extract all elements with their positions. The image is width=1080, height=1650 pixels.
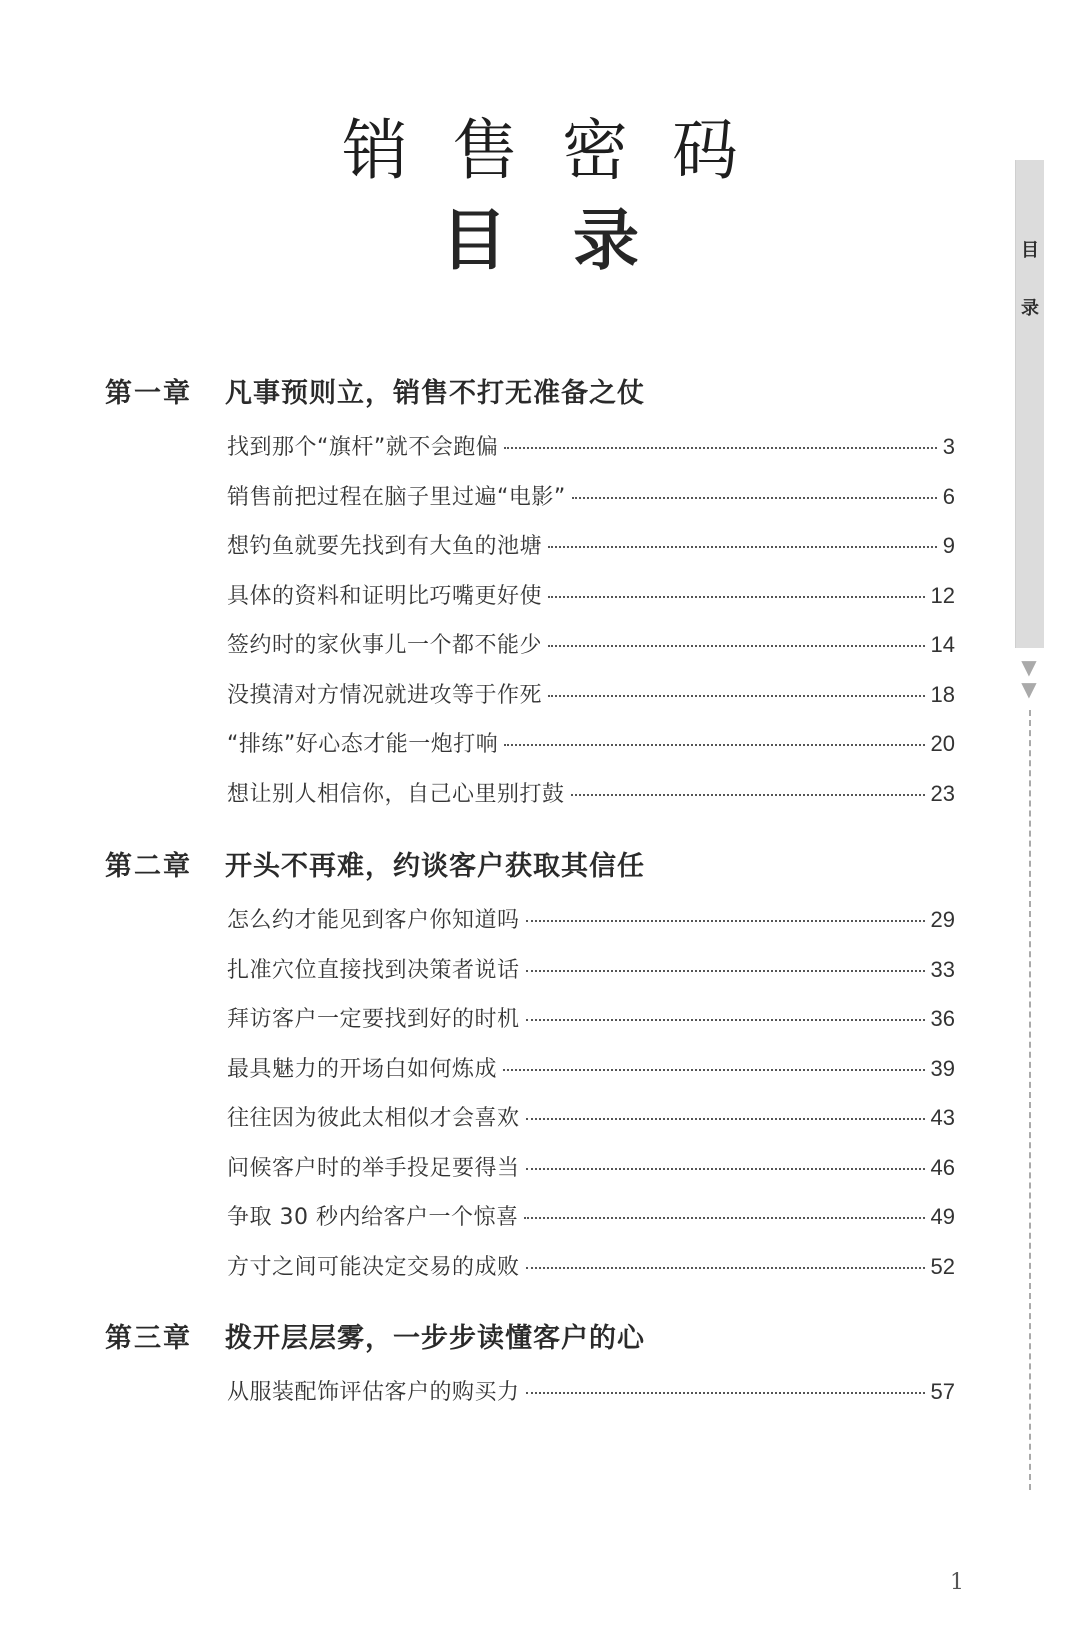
toc-entry-title: 往往因为彼此太相似才会喜欢 [227,1106,520,1131]
toc-entry-page: 20 [930,731,955,756]
dot-leader [548,546,937,548]
toc-entry-title: 最具魅力的开场白如何炼成 [227,1056,498,1082]
chapter-number: 第三章 [105,1322,192,1354]
toc-entry-page: 33 [930,956,955,982]
toc-entry-title: 没摸清对方情况就进攻等于作死 [227,682,543,708]
dot-leader [526,1168,925,1170]
toc-entry-title: 具体的资料和证明比巧嘴更好使 [227,583,543,609]
chevron-down-icon: ▼ ▼ [1021,655,1037,701]
toc-entry-page: 49 [930,1204,955,1229]
toc-entry-title: 销售前把过程在脑子里过遍“电影” [227,484,566,510]
dot-leader [526,920,925,922]
toc-entry-title: 争取 30 秒内给客户一个惊喜 [227,1205,519,1230]
toc-entry-page: 52 [930,1253,955,1279]
toc-entry-page: 36 [930,1006,955,1031]
toc-entry[interactable] [227,1250,955,1300]
chapter-entries [227,430,955,826]
dot-leader [526,1118,925,1120]
toc-entry-page: 14 [930,632,955,657]
toc-entry[interactable] [227,1052,955,1102]
toc-entry-title: 想让别人相信你，自己心里别打鼓 [227,781,565,807]
toc-entry[interactable] [227,903,955,953]
toc-entry[interactable] [227,1375,955,1425]
book-title: 销售密码 [342,112,782,189]
dot-leader [504,447,936,449]
side-tab-char: 目 [1021,240,1039,261]
toc-entry[interactable] [227,1200,955,1250]
toc-entry[interactable] [227,953,955,1003]
toc-entry-page: 23 [930,780,955,806]
dot-leader [548,645,925,647]
page-number: 1 [950,1570,964,1595]
toc-entry[interactable] [227,678,955,728]
dot-leader [503,1069,925,1071]
toc-entry-page: 6 [942,483,955,509]
dot-leader [526,1019,925,1021]
dot-leader [504,744,924,746]
chapter-heading [105,841,955,885]
toc-entry[interactable] [227,777,955,827]
toc-entry-page: 9 [942,533,955,558]
toc-entry[interactable] [227,529,955,579]
toc-entry-title: 方寸之间可能决定交易的成败 [227,1254,520,1280]
side-tab-char: 录 [1021,298,1039,319]
toc-entry-page: 3 [942,434,955,459]
toc-entry[interactable] [227,1002,955,1052]
toc-entry[interactable] [227,628,955,678]
chapter-title: 拨开层层雾，一步步读懂客户的心 [225,1322,645,1354]
toc-entry-page: 12 [930,582,955,608]
chapter-heading [105,1313,955,1357]
side-divider [1029,710,1031,1490]
dot-leader [526,970,925,972]
toc-entry-page: 18 [930,681,955,707]
chapter-1 [105,368,955,826]
toc-title: 目录 [441,202,705,279]
dot-leader [548,596,925,598]
toc-entry-page: 29 [930,907,955,932]
chapter-number: 第一章 [105,377,192,409]
chapter-3 [105,1313,955,1425]
dot-leader [526,1392,925,1394]
toc-entry[interactable] [227,430,955,480]
dot-leader [571,794,925,796]
toc-entry-page: 57 [930,1379,955,1404]
toc-entry-title: 从服装配饰评估客户的购买力 [227,1380,520,1405]
chapter-number: 第二章 [105,850,192,882]
chapter-title: 凡事预则立，销售不打无准备之仗 [225,377,645,409]
dot-leader [524,1217,924,1219]
chapter-title: 开头不再难，约谈客户获取其信任 [225,850,645,882]
toc-entry-page: 39 [930,1055,955,1081]
chapter-entries [227,1375,955,1425]
chapter-entries [227,903,955,1299]
toc-entry-title: “排练”好心态才能一炮打响 [227,732,499,757]
toc-entry-title: 签约时的家伙事儿一个都不能少 [227,633,543,658]
toc-entry[interactable] [227,480,955,530]
toc-entry-title: 扎准穴位直接找到决策者说话 [227,957,520,983]
toc-entry[interactable] [227,727,955,777]
toc-entry-page: 43 [930,1105,955,1130]
toc-entry-title: 想钓鱼就要先找到有大鱼的池塘 [227,534,543,559]
toc-entry[interactable] [227,1151,955,1201]
chapter-heading [105,368,955,412]
toc-entry-title: 怎么约才能见到客户你知道吗 [227,908,520,933]
toc-entry-title: 找到那个“旗杆”就不会跑偏 [227,435,499,460]
dot-leader [526,1267,925,1269]
dot-leader [548,695,925,697]
toc-entry[interactable] [227,579,955,629]
side-tab [1015,160,1044,648]
chapter-2 [105,841,955,1299]
toc-entry-page: 46 [930,1154,955,1180]
toc-entry[interactable] [227,1101,955,1151]
toc-entry-title: 问候客户时的举手投足要得当 [227,1155,520,1181]
dot-leader [572,497,937,499]
toc-entry-title: 拜访客户一定要找到好的时机 [227,1007,520,1032]
